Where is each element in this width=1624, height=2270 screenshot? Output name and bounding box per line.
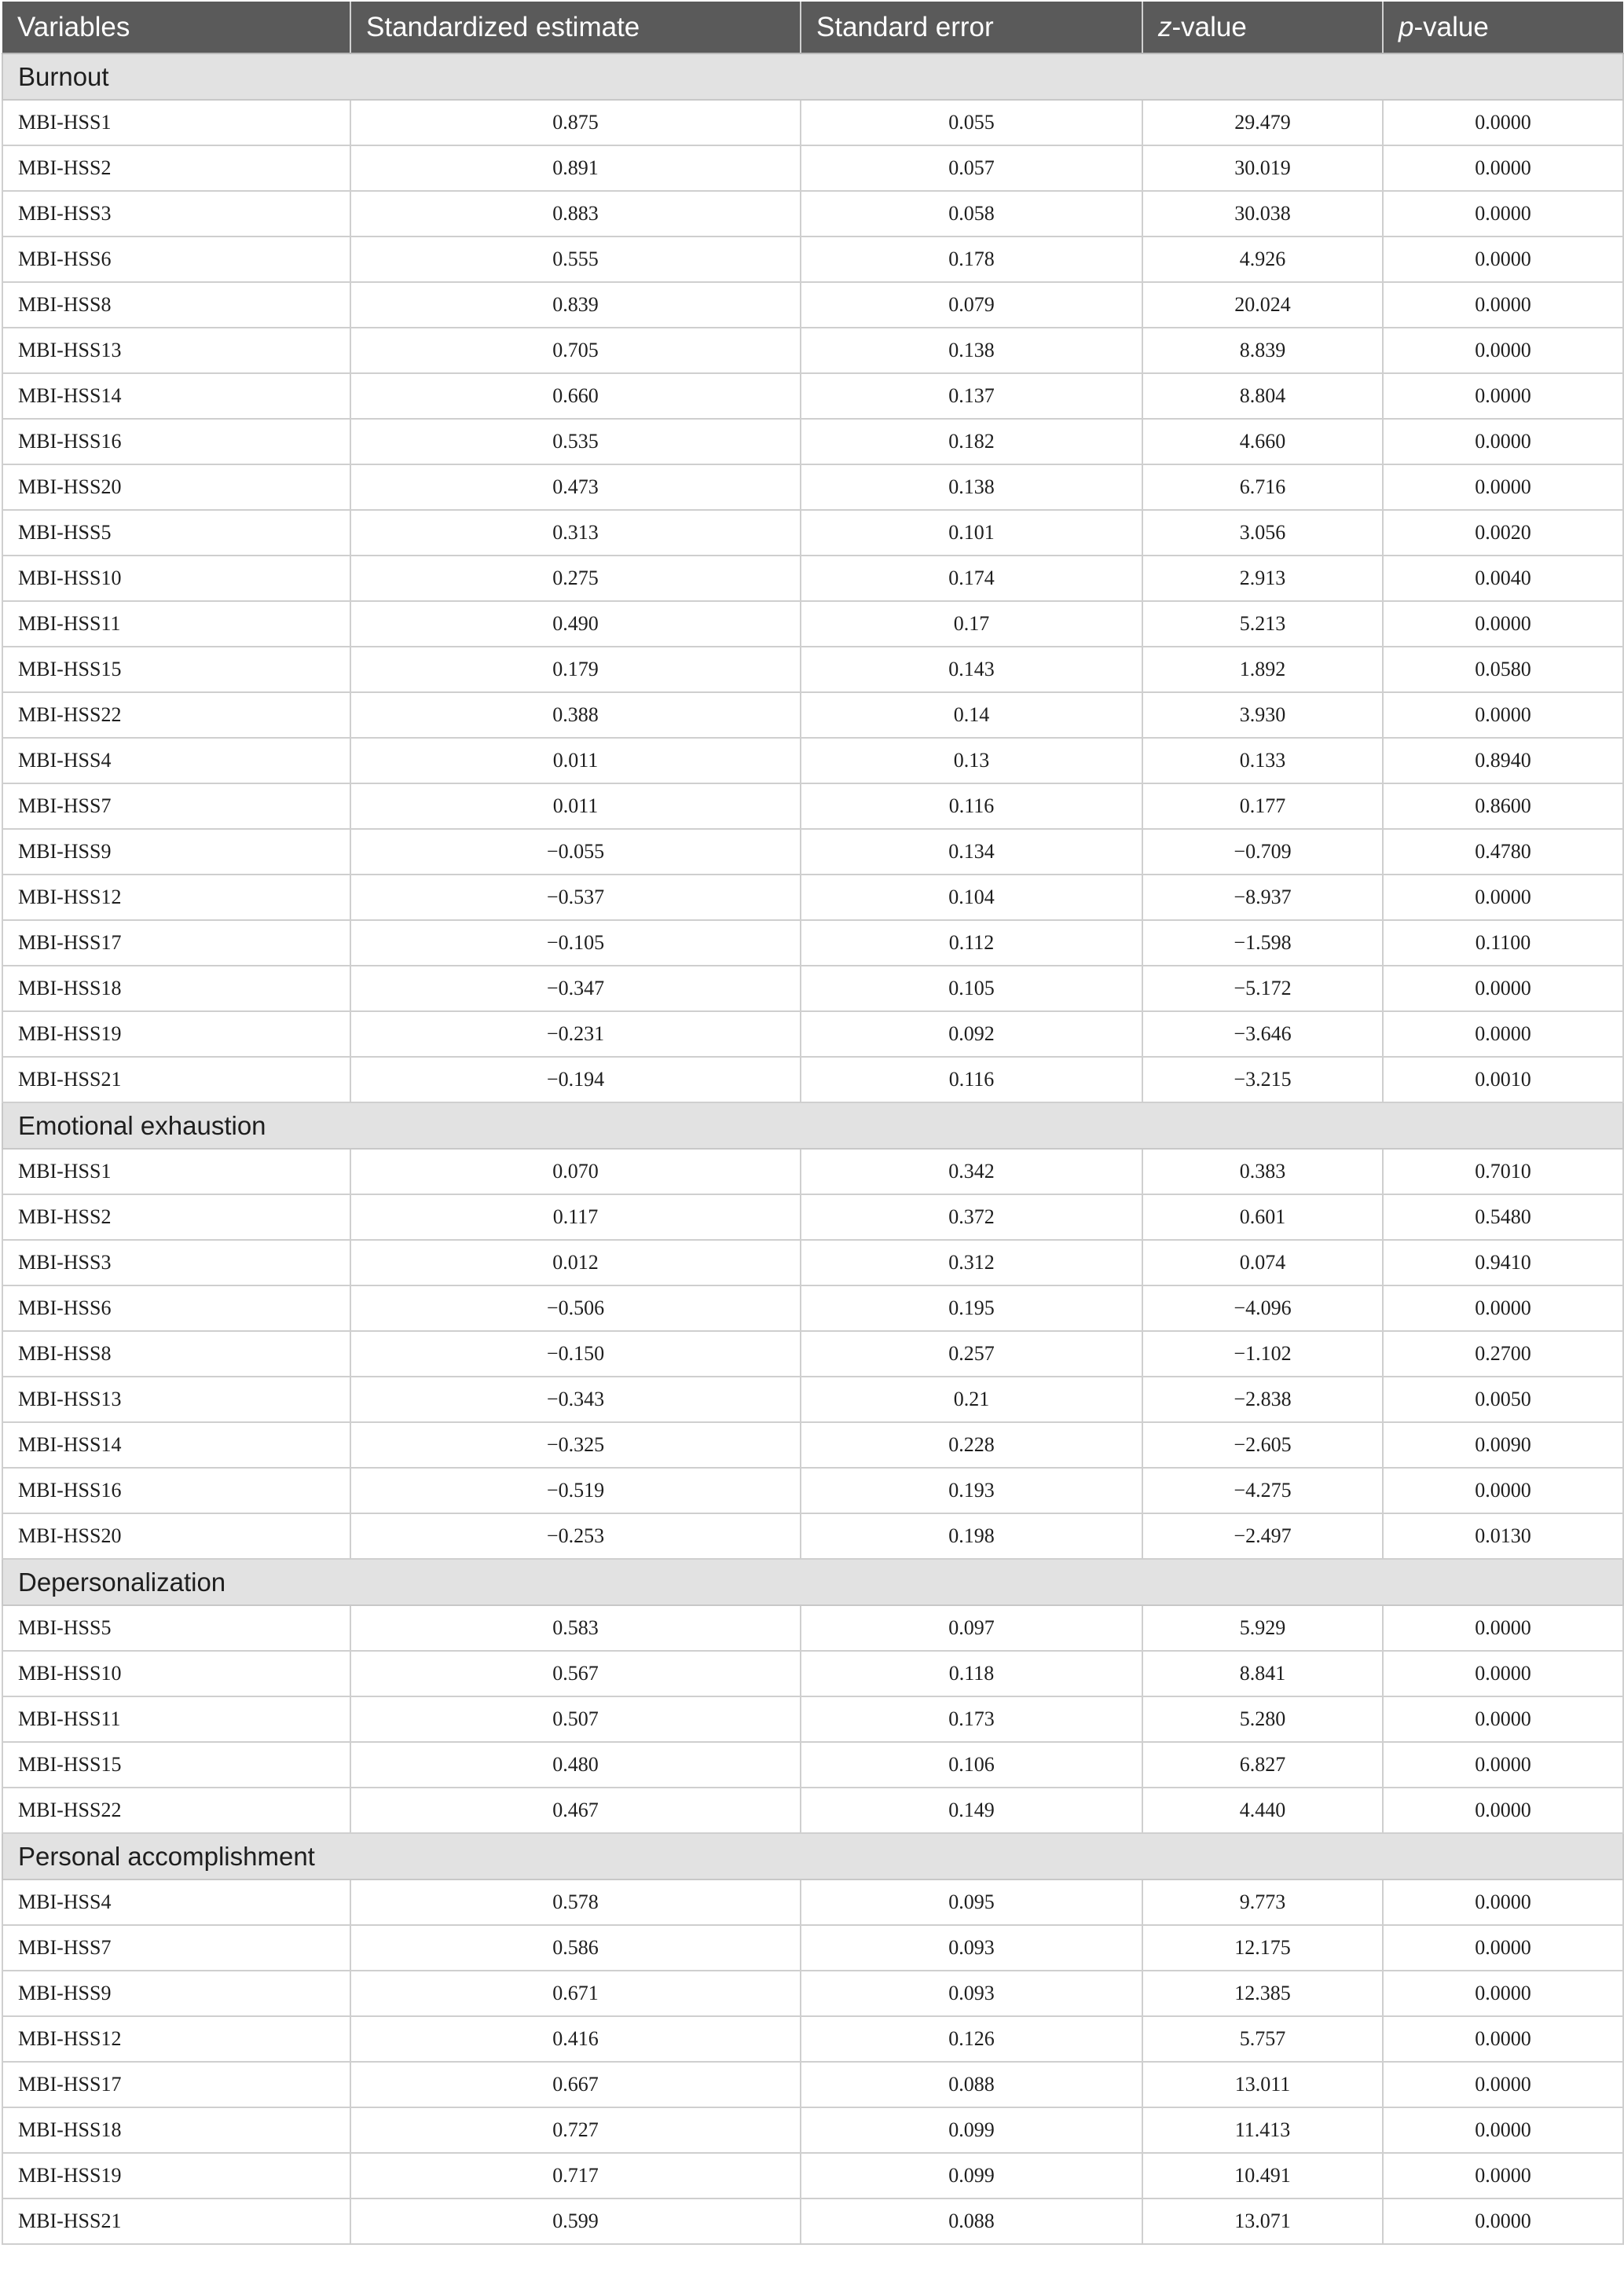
estimate-cell: 0.705 <box>350 328 801 373</box>
table-row <box>2 1788 1623 1833</box>
variable-cell: MBI-HSS9 <box>2 1971 350 2016</box>
z-value-cell: 12.175 <box>1142 1925 1383 1971</box>
table-row <box>2 1925 1623 1971</box>
header-variables: Variables <box>2 2 350 53</box>
estimate-cell: 0.555 <box>350 237 801 282</box>
z-value-cell: 3.930 <box>1142 692 1383 738</box>
variable-cell: MBI-HSS19 <box>2 2153 350 2198</box>
variable-cell: MBI-HSS21 <box>2 2198 350 2244</box>
z-value-cell: 8.804 <box>1142 373 1383 419</box>
standard-error-cell: 0.14 <box>801 692 1142 738</box>
estimate-cell: 0.507 <box>350 1696 801 1742</box>
estimate-cell: −0.519 <box>350 1468 801 1513</box>
standard-error-cell: 0.193 <box>801 1468 1142 1513</box>
variable-cell: MBI-HSS10 <box>2 1651 350 1696</box>
standard-error-cell: 0.106 <box>801 1742 1142 1788</box>
variable-cell: MBI-HSS20 <box>2 464 350 510</box>
standard-error-cell: 0.342 <box>801 1149 1142 1194</box>
variable-cell: MBI-HSS17 <box>2 920 350 966</box>
p-value-cell: 0.0000 <box>1383 601 1623 647</box>
z-value-cell: −8.937 <box>1142 875 1383 920</box>
estimate-cell: 0.578 <box>350 1879 801 1925</box>
p-value-cell: 0.5480 <box>1383 1194 1623 1240</box>
z-value-cell: −4.275 <box>1142 1468 1383 1513</box>
z-value-cell: 0.133 <box>1142 738 1383 783</box>
variable-cell: MBI-HSS3 <box>2 1240 350 1285</box>
z-value-cell: −5.172 <box>1142 966 1383 1011</box>
estimate-cell: 0.117 <box>350 1194 801 1240</box>
section-title: Burnout <box>2 53 1623 100</box>
estimate-cell: −0.537 <box>350 875 801 920</box>
table-row <box>2 1377 1623 1422</box>
z-value-cell: 12.385 <box>1142 1971 1383 2016</box>
p-value-cell: 0.0000 <box>1383 2198 1623 2244</box>
estimate-cell: 0.583 <box>350 1605 801 1651</box>
estimate-cell: −0.194 <box>350 1057 801 1102</box>
p-value-cell: 0.0010 <box>1383 1057 1623 1102</box>
variable-cell: MBI-HSS4 <box>2 738 350 783</box>
estimate-cell: 0.480 <box>350 1742 801 1788</box>
p-value-cell: 0.0000 <box>1383 373 1623 419</box>
header-standardized-estimate: Standardized estimate <box>350 2 801 53</box>
p-value-cell: 0.0000 <box>1383 145 1623 191</box>
standard-error-cell: 0.228 <box>801 1422 1142 1468</box>
estimate-cell: 0.535 <box>350 419 801 464</box>
variable-cell: MBI-HSS6 <box>2 1285 350 1331</box>
z-value-cell: −2.497 <box>1142 1513 1383 1559</box>
standard-error-cell: 0.058 <box>801 191 1142 237</box>
variable-cell: MBI-HSS13 <box>2 1377 350 1422</box>
header-standard-error: Standard error <box>801 2 1142 53</box>
standard-error-cell: 0.198 <box>801 1513 1142 1559</box>
estimate-cell: 0.275 <box>350 556 801 601</box>
z-value-cell: 10.491 <box>1142 2153 1383 2198</box>
p-value-cell: 0.0000 <box>1383 419 1623 464</box>
z-value-cell: 8.839 <box>1142 328 1383 373</box>
z-value-cell: 29.479 <box>1142 100 1383 145</box>
estimate-cell: 0.671 <box>350 1971 801 2016</box>
table-row <box>2 1240 1623 1285</box>
section-header-row <box>2 1833 1623 1879</box>
variable-cell: MBI-HSS20 <box>2 1513 350 1559</box>
table-header <box>2 2 1623 53</box>
z-value-cell: 6.716 <box>1142 464 1383 510</box>
variable-cell: MBI-HSS1 <box>2 100 350 145</box>
variable-cell: MBI-HSS2 <box>2 1194 350 1240</box>
standard-error-cell: 0.055 <box>801 100 1142 145</box>
standard-error-cell: 0.079 <box>801 282 1142 328</box>
p-value-cell: 0.0000 <box>1383 191 1623 237</box>
standard-error-cell: 0.116 <box>801 783 1142 829</box>
estimate-cell: −0.231 <box>350 1011 801 1057</box>
estimate-cell: 0.883 <box>350 191 801 237</box>
table-row <box>2 647 1623 692</box>
standard-error-cell: 0.174 <box>801 556 1142 601</box>
standard-error-cell: 0.372 <box>801 1194 1142 1240</box>
variable-cell: MBI-HSS2 <box>2 145 350 191</box>
z-value-cell: 0.383 <box>1142 1149 1383 1194</box>
variable-cell: MBI-HSS8 <box>2 282 350 328</box>
p-value-cell: 0.9410 <box>1383 1240 1623 1285</box>
z-value-cell: −3.646 <box>1142 1011 1383 1057</box>
variable-cell: MBI-HSS3 <box>2 191 350 237</box>
table-row <box>2 373 1623 419</box>
standard-error-cell: 0.138 <box>801 464 1142 510</box>
table-row <box>2 2016 1623 2062</box>
table-row <box>2 1742 1623 1788</box>
estimate-cell: 0.599 <box>350 2198 801 2244</box>
z-value-cell: 8.841 <box>1142 1651 1383 1696</box>
standard-error-cell: 0.13 <box>801 738 1142 783</box>
p-value-cell: 0.0000 <box>1383 1925 1623 1971</box>
standard-error-cell: 0.116 <box>801 1057 1142 1102</box>
variable-cell: MBI-HSS22 <box>2 1788 350 1833</box>
estimate-cell: −0.105 <box>350 920 801 966</box>
z-value-cell: −2.605 <box>1142 1422 1383 1468</box>
standard-error-cell: 0.105 <box>801 966 1142 1011</box>
z-symbol: z <box>1158 11 1172 42</box>
standard-error-cell: 0.134 <box>801 829 1142 875</box>
estimate-cell: −0.150 <box>350 1331 801 1377</box>
table-row <box>2 966 1623 1011</box>
table-row <box>2 2153 1623 2198</box>
table-row <box>2 2062 1623 2107</box>
table-row <box>2 1605 1623 1651</box>
variable-cell: MBI-HSS15 <box>2 647 350 692</box>
standard-error-cell: 0.095 <box>801 1879 1142 1925</box>
table-row <box>2 100 1623 145</box>
standard-error-cell: 0.178 <box>801 237 1142 282</box>
standard-error-cell: 0.195 <box>801 1285 1142 1331</box>
section-header-row <box>2 53 1623 100</box>
z-value-cell: 13.071 <box>1142 2198 1383 2244</box>
z-value-cell: 3.056 <box>1142 510 1383 556</box>
p-suffix: -value <box>1413 11 1489 42</box>
p-value-cell: 0.4780 <box>1383 829 1623 875</box>
variable-cell: MBI-HSS12 <box>2 2016 350 2062</box>
standard-error-cell: 0.093 <box>801 1925 1142 1971</box>
p-value-cell: 0.0000 <box>1383 1605 1623 1651</box>
table-row <box>2 601 1623 647</box>
standard-error-cell: 0.182 <box>801 419 1142 464</box>
standard-error-cell: 0.088 <box>801 2062 1142 2107</box>
standard-error-cell: 0.101 <box>801 510 1142 556</box>
z-value-cell: −0.709 <box>1142 829 1383 875</box>
z-value-cell: 5.213 <box>1142 601 1383 647</box>
estimate-cell: 0.875 <box>350 100 801 145</box>
estimate-cell: −0.325 <box>350 1422 801 1468</box>
z-value-cell: 11.413 <box>1142 2107 1383 2153</box>
estimate-cell: 0.011 <box>350 738 801 783</box>
standard-error-cell: 0.312 <box>801 1240 1142 1285</box>
variable-cell: MBI-HSS11 <box>2 601 350 647</box>
p-value-cell: 0.1100 <box>1383 920 1623 966</box>
z-value-cell: 20.024 <box>1142 282 1383 328</box>
table-row <box>2 282 1623 328</box>
table-row <box>2 145 1623 191</box>
estimate-cell: 0.313 <box>350 510 801 556</box>
z-value-cell: −2.838 <box>1142 1377 1383 1422</box>
header-p-value <box>1383 2 1623 53</box>
standard-error-cell: 0.092 <box>801 1011 1142 1057</box>
estimate-cell: −0.253 <box>350 1513 801 1559</box>
standard-error-cell: 0.143 <box>801 647 1142 692</box>
z-value-cell: −3.215 <box>1142 1057 1383 1102</box>
p-value-cell: 0.0000 <box>1383 1742 1623 1788</box>
table-row <box>2 1696 1623 1742</box>
p-value-cell: 0.8600 <box>1383 783 1623 829</box>
estimate-cell: 0.727 <box>350 2107 801 2153</box>
results-table <box>2 2 1624 2245</box>
variable-cell: MBI-HSS13 <box>2 328 350 373</box>
table-row <box>2 1285 1623 1331</box>
standard-error-cell: 0.118 <box>801 1651 1142 1696</box>
table-row <box>2 1879 1623 1925</box>
p-value-cell: 0.0000 <box>1383 1011 1623 1057</box>
standard-error-cell: 0.149 <box>801 1788 1142 1833</box>
estimate-cell: 0.473 <box>350 464 801 510</box>
estimate-cell: 0.179 <box>350 647 801 692</box>
standard-error-cell: 0.112 <box>801 920 1142 966</box>
estimate-cell: 0.586 <box>350 1925 801 1971</box>
table-row <box>2 1011 1623 1057</box>
z-value-cell: 0.601 <box>1142 1194 1383 1240</box>
variable-cell: MBI-HSS16 <box>2 1468 350 1513</box>
section-title: Personal accomplishment <box>2 1833 1623 1879</box>
p-value-cell: 0.0040 <box>1383 556 1623 601</box>
p-value-cell: 0.0000 <box>1383 2062 1623 2107</box>
table-row <box>2 1971 1623 2016</box>
variable-cell: MBI-HSS16 <box>2 419 350 464</box>
table-container <box>2 2 1622 2245</box>
table-row <box>2 920 1623 966</box>
variable-cell: MBI-HSS19 <box>2 1011 350 1057</box>
estimate-cell: 0.660 <box>350 373 801 419</box>
standard-error-cell: 0.138 <box>801 328 1142 373</box>
table-row <box>2 1513 1623 1559</box>
table-row <box>2 510 1623 556</box>
p-value-cell: 0.0000 <box>1383 282 1623 328</box>
section-title: Depersonalization <box>2 1559 1623 1605</box>
z-value-cell: 30.019 <box>1142 145 1383 191</box>
table-row <box>2 738 1623 783</box>
variable-cell: MBI-HSS1 <box>2 1149 350 1194</box>
table-row <box>2 328 1623 373</box>
estimate-cell: 0.839 <box>350 282 801 328</box>
estimate-cell: −0.343 <box>350 1377 801 1422</box>
estimate-cell: 0.567 <box>350 1651 801 1696</box>
z-value-cell: −4.096 <box>1142 1285 1383 1331</box>
variable-cell: MBI-HSS8 <box>2 1331 350 1377</box>
variable-cell: MBI-HSS14 <box>2 1422 350 1468</box>
p-value-cell: 0.0000 <box>1383 2107 1623 2153</box>
estimate-cell: 0.388 <box>350 692 801 738</box>
estimate-cell: 0.717 <box>350 2153 801 2198</box>
table-row <box>2 1422 1623 1468</box>
p-value-cell: 0.0000 <box>1383 1651 1623 1696</box>
section-header-row <box>2 1559 1623 1605</box>
variable-cell: MBI-HSS15 <box>2 1742 350 1788</box>
p-value-cell: 0.0000 <box>1383 2153 1623 2198</box>
variable-cell: MBI-HSS14 <box>2 373 350 419</box>
z-value-cell: −1.598 <box>1142 920 1383 966</box>
z-value-cell: 30.038 <box>1142 191 1383 237</box>
estimate-cell: 0.667 <box>350 2062 801 2107</box>
z-value-cell: 4.440 <box>1142 1788 1383 1833</box>
table-row <box>2 1468 1623 1513</box>
variable-cell: MBI-HSS17 <box>2 2062 350 2107</box>
z-value-cell: 4.926 <box>1142 237 1383 282</box>
z-value-cell: 2.913 <box>1142 556 1383 601</box>
table-row <box>2 556 1623 601</box>
header-z-value <box>1142 2 1383 53</box>
estimate-cell: 0.070 <box>350 1149 801 1194</box>
z-value-cell: 5.280 <box>1142 1696 1383 1742</box>
standard-error-cell: 0.097 <box>801 1605 1142 1651</box>
estimate-cell: 0.891 <box>350 145 801 191</box>
standard-error-cell: 0.126 <box>801 2016 1142 2062</box>
estimate-cell: −0.506 <box>350 1285 801 1331</box>
p-value-cell: 0.0000 <box>1383 692 1623 738</box>
variable-cell: MBI-HSS21 <box>2 1057 350 1102</box>
p-value-cell: 0.0580 <box>1383 647 1623 692</box>
table-row <box>2 875 1623 920</box>
estimate-cell: 0.012 <box>350 1240 801 1285</box>
p-value-cell: 0.0000 <box>1383 1971 1623 2016</box>
table-row <box>2 1149 1623 1194</box>
table-row <box>2 419 1623 464</box>
variable-cell: MBI-HSS7 <box>2 1925 350 1971</box>
p-value-cell: 0.0000 <box>1383 237 1623 282</box>
z-value-cell: 13.011 <box>1142 2062 1383 2107</box>
standard-error-cell: 0.088 <box>801 2198 1142 2244</box>
estimate-cell: 0.011 <box>350 783 801 829</box>
variable-cell: MBI-HSS22 <box>2 692 350 738</box>
estimate-cell: 0.416 <box>350 2016 801 2062</box>
variable-cell: MBI-HSS12 <box>2 875 350 920</box>
p-value-cell: 0.0000 <box>1383 100 1623 145</box>
estimate-cell: 0.467 <box>350 1788 801 1833</box>
section-title: Emotional exhaustion <box>2 1102 1623 1149</box>
table-row <box>2 1331 1623 1377</box>
p-value-cell: 0.7010 <box>1383 1149 1623 1194</box>
table-row <box>2 2198 1623 2244</box>
standard-error-cell: 0.057 <box>801 145 1142 191</box>
table-body <box>2 53 1623 2244</box>
standard-error-cell: 0.093 <box>801 1971 1142 2016</box>
p-value-cell: 0.0000 <box>1383 1788 1623 1833</box>
p-value-cell: 0.0090 <box>1383 1422 1623 1468</box>
z-value-cell: 0.177 <box>1142 783 1383 829</box>
variable-cell: MBI-HSS5 <box>2 510 350 556</box>
p-value-cell: 0.2700 <box>1383 1331 1623 1377</box>
p-value-cell: 0.0000 <box>1383 328 1623 373</box>
table-row <box>2 191 1623 237</box>
estimate-cell: −0.055 <box>350 829 801 875</box>
table-row <box>2 2107 1623 2153</box>
table-row <box>2 464 1623 510</box>
variable-cell: MBI-HSS7 <box>2 783 350 829</box>
p-value-cell: 0.0000 <box>1383 1285 1623 1331</box>
p-value-cell: 0.0020 <box>1383 510 1623 556</box>
table-row <box>2 829 1623 875</box>
p-value-cell: 0.0130 <box>1383 1513 1623 1559</box>
standard-error-cell: 0.257 <box>801 1331 1142 1377</box>
estimate-cell: 0.490 <box>350 601 801 647</box>
variable-cell: MBI-HSS9 <box>2 829 350 875</box>
variable-cell: MBI-HSS18 <box>2 966 350 1011</box>
standard-error-cell: 0.17 <box>801 601 1142 647</box>
variable-cell: MBI-HSS11 <box>2 1696 350 1742</box>
table-row <box>2 692 1623 738</box>
p-value-cell: 0.0050 <box>1383 1377 1623 1422</box>
variable-cell: MBI-HSS4 <box>2 1879 350 1925</box>
header-row <box>2 2 1623 53</box>
table-row <box>2 1194 1623 1240</box>
p-value-cell: 0.0000 <box>1383 966 1623 1011</box>
standard-error-cell: 0.21 <box>801 1377 1142 1422</box>
variable-cell: MBI-HSS18 <box>2 2107 350 2153</box>
z-value-cell: 6.827 <box>1142 1742 1383 1788</box>
z-value-cell: 5.929 <box>1142 1605 1383 1651</box>
section-header-row <box>2 1102 1623 1149</box>
p-value-cell: 0.0000 <box>1383 1468 1623 1513</box>
standard-error-cell: 0.099 <box>801 2107 1142 2153</box>
p-value-cell: 0.0000 <box>1383 464 1623 510</box>
z-value-cell: 1.892 <box>1142 647 1383 692</box>
standard-error-cell: 0.173 <box>801 1696 1142 1742</box>
p-value-cell: 0.0000 <box>1383 2016 1623 2062</box>
z-suffix: -value <box>1171 11 1247 42</box>
z-value-cell: 0.074 <box>1142 1240 1383 1285</box>
z-value-cell: 5.757 <box>1142 2016 1383 2062</box>
standard-error-cell: 0.137 <box>801 373 1142 419</box>
p-value-cell: 0.0000 <box>1383 875 1623 920</box>
table-row <box>2 1651 1623 1696</box>
variable-cell: MBI-HSS5 <box>2 1605 350 1651</box>
p-value-cell: 0.0000 <box>1383 1696 1623 1742</box>
p-value-cell: 0.0000 <box>1383 1879 1623 1925</box>
standard-error-cell: 0.099 <box>801 2153 1142 2198</box>
z-value-cell: −1.102 <box>1142 1331 1383 1377</box>
p-value-cell: 0.8940 <box>1383 738 1623 783</box>
variable-cell: MBI-HSS10 <box>2 556 350 601</box>
table-row <box>2 783 1623 829</box>
z-value-cell: 4.660 <box>1142 419 1383 464</box>
table-row <box>2 237 1623 282</box>
standard-error-cell: 0.104 <box>801 875 1142 920</box>
estimate-cell: −0.347 <box>350 966 801 1011</box>
z-value-cell: 9.773 <box>1142 1879 1383 1925</box>
p-symbol: p <box>1399 11 1414 42</box>
table-row <box>2 1057 1623 1102</box>
variable-cell: MBI-HSS6 <box>2 237 350 282</box>
